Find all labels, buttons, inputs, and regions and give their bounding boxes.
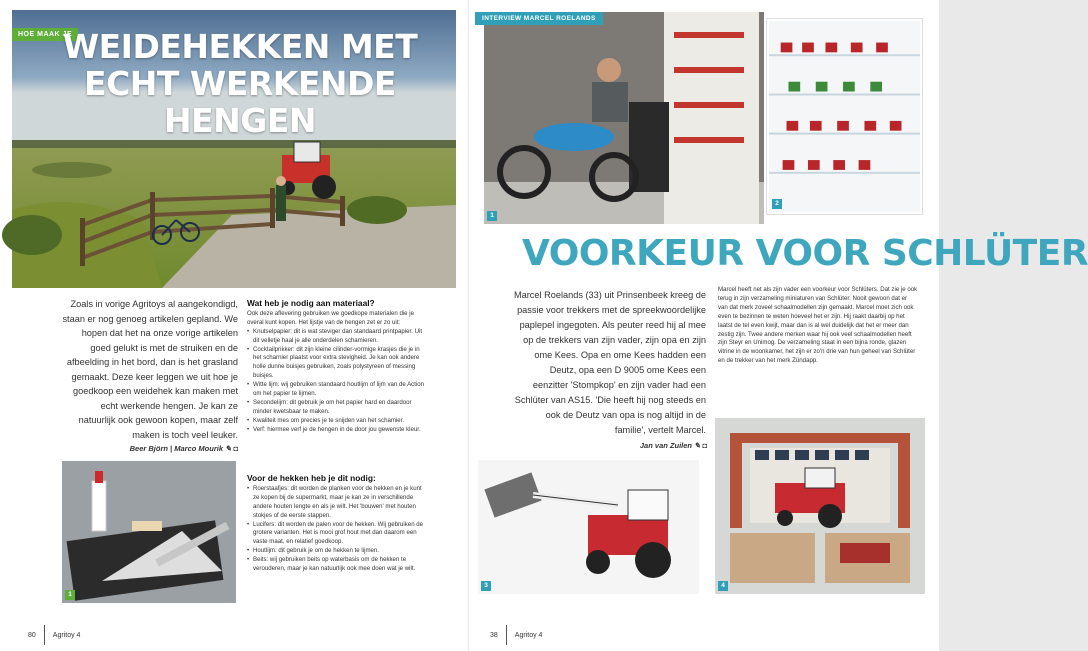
- fences-list: [247, 485, 429, 574]
- page-number: 38: [490, 631, 498, 639]
- article-title-line-1: WEIDEHEKKEN MET: [62, 27, 418, 66]
- list-item: • Secondelijm: dit gebruik je om het papier hard en daardoor minder kwetsbaar te maken.: [247, 399, 429, 417]
- list-item: • Cocktailprikker: dit zijn kleine cilinder-vormige krasjes die je in het scharnier plaatst voor extra stevigheid. Je kan ook andere holle dunne buisjes gebruiken, zoals polystyreen of messing buisjes.: [247, 346, 429, 382]
- byline-text: Beer Björn | Marco Mourik: [129, 444, 223, 453]
- photo-number: 2: [772, 199, 782, 209]
- list-item: • Verf: hiermee verf je de hengen in de door jou gewenste kleur.: [247, 426, 429, 435]
- materials-section: [247, 299, 429, 435]
- page-number: 80: [28, 631, 36, 639]
- byline-right: [600, 441, 707, 450]
- photo-loader-tractor-model: [478, 460, 699, 594]
- list-item: • Lucifers: dit worden de palen voor de hekken. Wij gebruiken de grotere varianten. Het is mooi grof hout met dan daarom een vaste maat, en relatief goedkoop.: [247, 521, 429, 548]
- section-tag-interview: INTERVIEW MARCEL ROELANDS: [475, 12, 603, 25]
- photo-collector-motorbike: [484, 12, 764, 224]
- materials-intro: Ook deze aflevering gebruiken we goedkope materialen die je overal kunt kopen. Het lijstje van de hengen zet er zo uit:: [247, 309, 415, 326]
- list-item: • Roerstaafjes: dit worden de planken voor de hekken en je kunt ze kopen bij de supermarkt, maar je kan ze in verschillende andere houten lengte en als je wilt. Het 'bouwen' met houten stokjes of de eerste stappen.: [247, 485, 429, 521]
- intro-paragraph: Zoals in vorige Agritoys al aangekondigd, staan er nog genoeg artikelen gepland. We hopen dat het na onze vorige artikelen goed gelukt is met de struiken en de afbeelding in het bord, dan is het grasland gemaakt. Deze keer leggen we uit hoe je goedkoop een weidehek kan maken met echt werkende hengen. Je kan ze natuurlijk ook gewoon kopen, maar zelf maken is toch veel leuker.: [62, 299, 238, 440]
- magazine-title: Agritoy 4: [52, 631, 81, 639]
- folio-right: [490, 625, 542, 645]
- left-page: [0, 0, 468, 651]
- photo-number: 4: [718, 581, 728, 591]
- folio: [28, 625, 80, 645]
- photo-number: 1: [65, 590, 75, 600]
- photo-workshop-diorama: [715, 418, 925, 594]
- list-item: • Knutselpapier: dit is wat steviger dan standaard printpapier. Uit dit velletje haal je alle onderdelen schamieren.: [247, 328, 429, 346]
- article-title-right: VOORKEUR VOOR SCHLÜTER: [522, 233, 1088, 274]
- article-title-line-2: ECHT WERKENDE HENGEN: [84, 64, 396, 140]
- materials-list: [247, 328, 429, 435]
- list-item: • Beits: wij gebruiken beits op waterbasis om de hekken te verouderen, maar je kan natuurlijk ook mee doen wat je wilt.: [247, 556, 429, 574]
- folio-divider: [44, 625, 45, 645]
- materials-heading: Wat heb je nodig aan materiaal?: [247, 298, 375, 308]
- list-item: • Witte lijm: wij gebruiken standaard houtlijm of lijm van de Action om het papier te lijmen.: [247, 381, 429, 399]
- folio-divider: [506, 625, 507, 645]
- byline: [62, 444, 238, 453]
- camera-pen-icon: ✎ ◘: [225, 444, 238, 453]
- photo-display-cabinet: [767, 19, 922, 214]
- byline-text: Jan van Zuilen: [639, 441, 692, 450]
- body-column-b: Marcel heeft net als zijn vader een voorkeur voor Schlüters. Dat zie je ook terug in zijn verzameling miniaturen van Schlüter. Nooit gewoon dat er van dat merk zoveel schaalmodellen zijn gemaakt. Marcel moet zich ook even te bezinnen te weten hoeveel het er zijn. Hij raakt daarbij op het laatst de tel even kwijt, maar dan is al wel duidelijk dat het er meer dan zestig zijn. Twee andere merken waar hij ook veel schaalmodellen heeft zijn Steyr en Unimog. De verzameling staat in een bijna ronde, glazen vitrine in de woonkamer, het zijn er zo'n drie van hun geheel van Schlüter en de trekker van het merk Zündapp.: [718, 286, 918, 365]
- fences-section: [247, 474, 429, 574]
- body-column-a: Marcel Roelands (33) uit Prinsenbeek kreeg de passie voor trekkers met de spreekwoordelijke paplepel ingegoten. Als peuter reed hij al mee op de trekkers van zijn vader, zijn opa en zijn ome Kees. Opa en ome Kees hadden een Deutz, opa een D 9005 ome Kees een eenzitter 'Stompkop' en zijn vader had een Schlüter van AS15. 'Die heeft hij nog steeds en ook de Deutz van opa is nog altijd in de familie', vertelt Marcel.: [513, 290, 706, 435]
- section-tag: HOE MAAK JE: [12, 28, 78, 41]
- list-item: • Houtlijm: dit gebruik je om de hekken te lijmen.: [247, 547, 429, 556]
- list-item: • Kwaliteit mes om precies je te snijden van het schamier.: [247, 417, 429, 426]
- photo-number: 3: [481, 581, 491, 591]
- photo-number: 1: [487, 211, 497, 221]
- photo-tools-glue-ruler: [62, 461, 236, 603]
- article-title: [40, 28, 440, 139]
- camera-pen-icon: ✎ ◘: [694, 441, 707, 450]
- fences-heading: Voor de hekken heb je dit nodig:: [247, 473, 376, 483]
- magazine-title: Agritoy 4: [514, 631, 543, 639]
